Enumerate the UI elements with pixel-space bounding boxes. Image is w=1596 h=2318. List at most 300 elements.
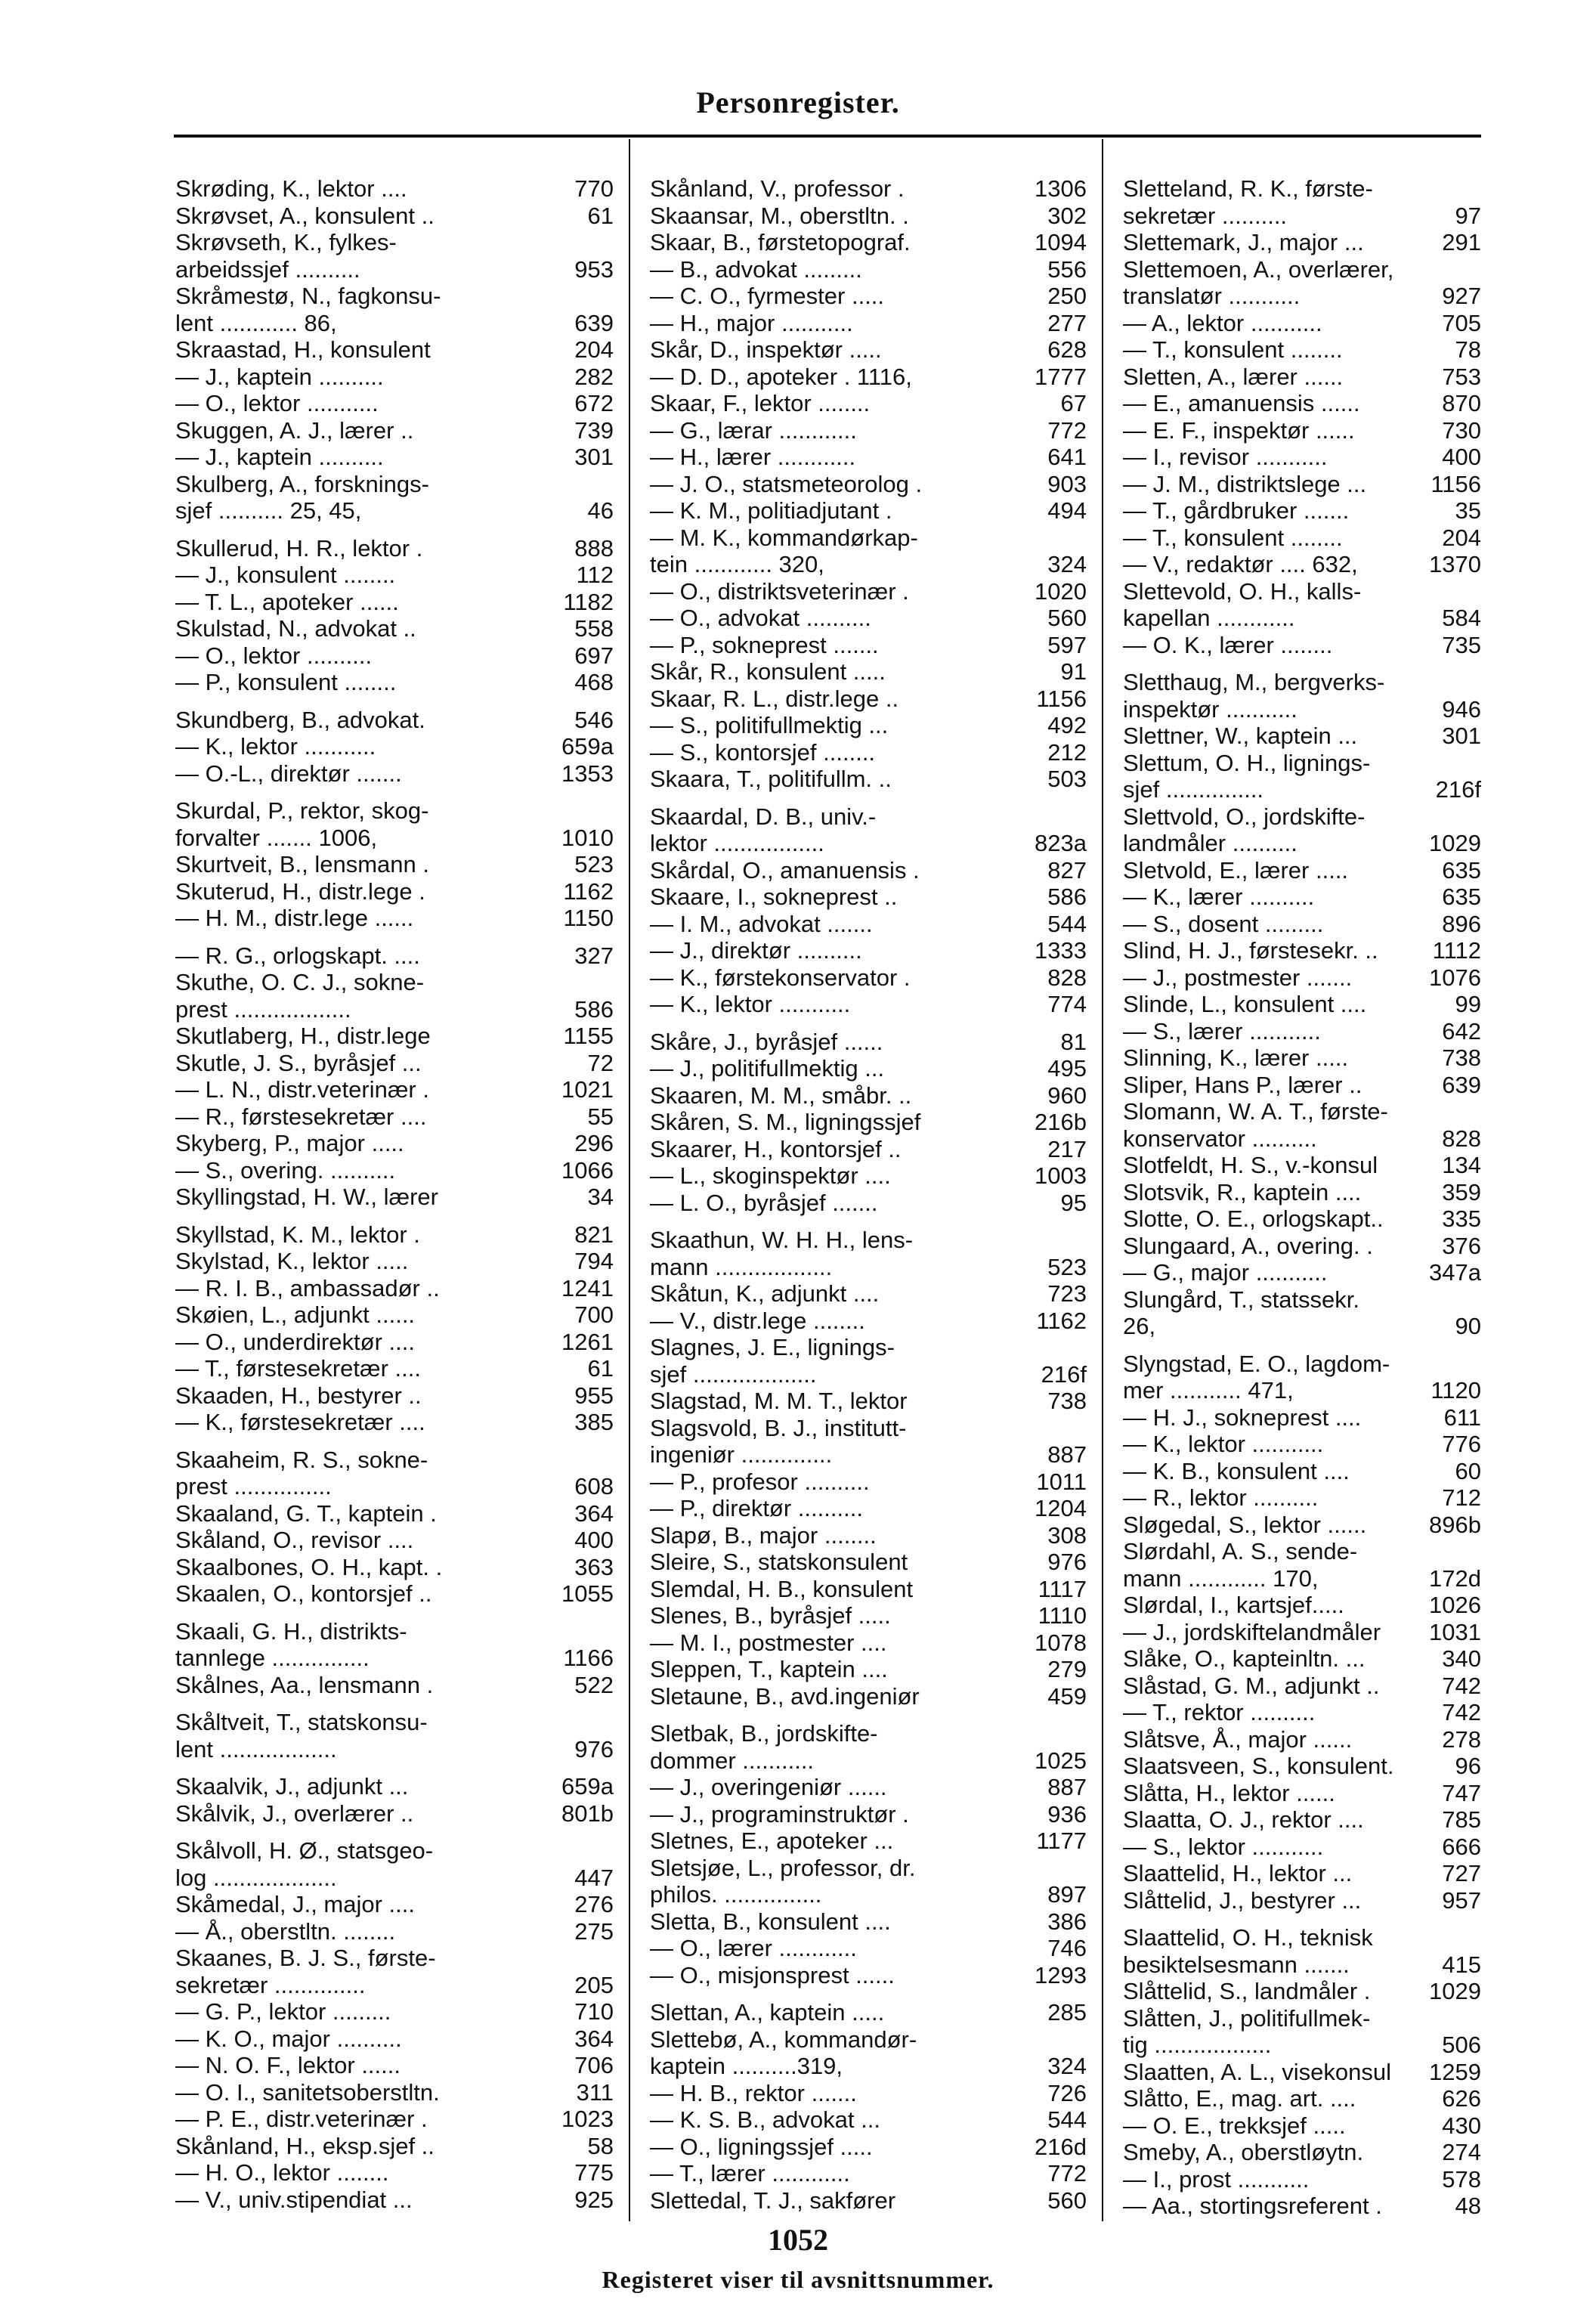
entry-name: — C. O., fyrmester .....	[650, 283, 885, 309]
register-entry	[650, 857, 1087, 884]
entry-name: — J., direktør ..........	[650, 937, 862, 964]
register-entry	[1123, 857, 1481, 884]
entry-name: Skår, R., konsulent .....	[650, 658, 886, 685]
entry-name: — I. M., advokat .......	[650, 910, 873, 937]
entry-reference-number: 1156	[1036, 685, 1087, 712]
entry-reference-number: 794	[574, 1248, 614, 1274]
entry-reference-number: 302	[1047, 202, 1087, 229]
entry-name: Skundberg, B., advokat.	[175, 706, 425, 733]
entry-name: — O. I., sanitetsoberstltn.	[175, 2078, 440, 2106]
register-entry	[650, 1549, 1087, 1576]
register-entry	[650, 1308, 1087, 1335]
entry-name: Skutle, J. S., byråsjef ...	[175, 1049, 422, 1076]
register-entry	[650, 2026, 1087, 2080]
entry-name: — P., sokneprest .......	[650, 631, 879, 658]
entry-reference-number: 363	[574, 1553, 614, 1580]
entry-name: — K., lektor ...........	[1123, 1431, 1324, 1457]
register-entry	[175, 1409, 614, 1436]
register-entry	[175, 1157, 614, 1184]
entry-reference-number: 753	[1442, 363, 1481, 390]
entry-reference-number: 1026	[1429, 1592, 1481, 1618]
entry-name: Slåtta, H., lektor ......	[1123, 1779, 1335, 1806]
entry-reference-number: 742	[1442, 1672, 1481, 1699]
entry-name: Skaaheim, R. S., sokne- prest ...............	[175, 1446, 428, 1499]
entry-name: Skylstad, K., lektor .....	[175, 1248, 409, 1274]
register-entry	[175, 1672, 614, 1699]
register-entry	[1123, 937, 1481, 964]
entry-reference-number: 522	[574, 1671, 614, 1698]
footer-note: Registeret viser til avsnittsnummer.	[602, 2266, 994, 2293]
register-entry	[650, 497, 1087, 525]
register-entry	[650, 803, 1087, 857]
entry-name: Slåtsve, Å., major ......	[1123, 1725, 1353, 1753]
entry-name: Sløgedal, S., lektor ......	[1123, 1511, 1367, 1538]
entry-name: Slørdal, I., kartsjef.....	[1123, 1592, 1344, 1618]
entry-name: Slinning, K., lærer .....	[1123, 1044, 1349, 1071]
entry-name: Slåttelid, S., landmåler .	[1123, 1978, 1371, 2004]
register-entry	[1123, 2166, 1481, 2193]
register-entry	[175, 905, 614, 932]
entry-reference-number: 775	[574, 2159, 614, 2186]
entry-reference-number: 46	[587, 497, 614, 524]
register-entry	[175, 175, 614, 203]
register-entry	[1123, 175, 1481, 229]
entry-reference-number: 95	[1060, 1189, 1087, 1216]
register-entry	[650, 1801, 1087, 1828]
entry-reference-number: 608	[574, 1473, 614, 1499]
entry-reference-number: 1031	[1429, 1618, 1481, 1645]
entry-reference-number: 35	[1455, 497, 1481, 524]
entry-name: Skåtun, K., adjunkt ....	[650, 1280, 880, 1307]
register-entry	[1123, 1018, 1481, 1045]
entry-name: Skråmestø, N., fagkonsu- lent ............ 86,	[175, 283, 441, 336]
register-entry	[1123, 1726, 1481, 1753]
entry-name: Slaatta, O. J., rektor ....	[1123, 1806, 1364, 1833]
entry-name: Skuggen, A. J., lærer ..	[175, 416, 414, 444]
entry-reference-number: 735	[1442, 631, 1481, 658]
entry-name: Slettum, O. H., lignings- sjef ...............	[1123, 749, 1371, 803]
register-entry	[650, 525, 1087, 578]
entry-name: — V., distr.lege ........	[650, 1307, 865, 1334]
entry-name: Skaaland, G. T., kaptein .	[175, 1499, 437, 1527]
register-entry	[1123, 2005, 1481, 2059]
entry-name: — O., lektor ..........	[175, 642, 373, 669]
entry-reference-number: 727	[1442, 1860, 1481, 1886]
register-entry	[650, 1190, 1087, 1217]
register-entry	[650, 1522, 1087, 1549]
register-entry	[650, 605, 1087, 632]
register-entry	[175, 229, 614, 283]
register-entry	[175, 1103, 614, 1131]
entry-name: Slungård, T., statssekr. 26,	[1123, 1286, 1360, 1339]
register-entry	[175, 1837, 614, 1891]
entry-reference-number: 639	[1442, 1071, 1481, 1098]
register-entry	[650, 1227, 1087, 1280]
entry-reference-number: 828	[1442, 1125, 1481, 1152]
entry-reference-number: 946	[1442, 695, 1481, 723]
entry-name: — O., distriktsveterinær .	[650, 577, 909, 605]
entry-name: Slyngstad, E. O., lagdom- mer ........... 471,	[1123, 1350, 1390, 1403]
register-entry	[650, 1136, 1087, 1163]
entry-name: Slaattelid, H., lektor ...	[1123, 1860, 1353, 1886]
entry-reference-number: 291	[1442, 229, 1481, 255]
entry-reference-number: 666	[1442, 1833, 1481, 1860]
register-entry	[1123, 390, 1481, 417]
entry-name: Skulberg, A., forsknings- sjef .......... 25, 45,	[175, 470, 429, 524]
entry-name: — P. E., distr.veterinær .	[175, 2106, 428, 2132]
entry-name: Slaattelid, O. H., teknisk besiktelsesmann .......	[1123, 1924, 1373, 1978]
entry-reference-number: 1021	[561, 1076, 614, 1103]
entry-reference-number: 112	[576, 562, 614, 588]
entry-name: Skaara, T., politifullm. ..	[650, 766, 892, 792]
entry-reference-number: 774	[1047, 991, 1087, 1017]
entry-reference-number: 523	[1047, 1253, 1087, 1280]
entry-name: Skåland, O., revisor ....	[175, 1527, 414, 1553]
register-entry	[650, 175, 1087, 203]
page-number: 1052	[768, 2223, 828, 2257]
entry-name: Skår, D., inspektør .....	[650, 336, 882, 363]
register-entry	[1123, 229, 1481, 256]
register-entry	[1123, 1924, 1481, 1978]
register-entry	[650, 1656, 1087, 1683]
entry-reference-number: 99	[1455, 991, 1481, 1017]
register-entry	[175, 733, 614, 760]
entry-reference-number: 960	[1047, 1082, 1087, 1109]
register-entry	[650, 632, 1087, 659]
entry-name: Skaar, F., lektor ........	[650, 390, 871, 416]
entry-name: — P., direktør ..........	[650, 1495, 863, 1521]
entry-reference-number: 772	[1047, 416, 1087, 444]
register-entry	[650, 1855, 1087, 1908]
entry-reference-number: 544	[1047, 910, 1087, 937]
register-entry	[175, 642, 614, 670]
entry-name: Sliper, Hans P., lærer ..	[1123, 1071, 1362, 1098]
entry-reference-number: 301	[574, 444, 614, 470]
entry-reference-number: 785	[1442, 1806, 1481, 1833]
register-entry	[650, 203, 1087, 230]
register-entry	[650, 417, 1087, 444]
register-entry	[175, 283, 614, 336]
register-entry	[1123, 2193, 1481, 2220]
entry-name: — K. M., politiadjutant .	[650, 497, 892, 524]
entry-reference-number: 296	[574, 1130, 614, 1156]
entry-reference-number: 770	[574, 175, 614, 202]
entry-reference-number: 204	[574, 336, 614, 363]
register-entry	[650, 229, 1087, 256]
entry-reference-number: 1370	[1429, 551, 1481, 577]
entry-name: Skaathun, W. H. H., lens- mann ..................	[650, 1227, 914, 1280]
entry-reference-number: 823a	[1035, 830, 1087, 856]
entry-name: — E. F., inspektør ......	[1123, 416, 1355, 444]
register-entry	[175, 1998, 614, 2026]
entry-reference-number: 1777	[1035, 363, 1087, 390]
entry-reference-number: 282	[574, 363, 614, 390]
register-entry	[175, 2186, 614, 2214]
register-entry	[175, 969, 614, 1023]
entry-reference-number: 359	[1442, 1178, 1481, 1205]
entry-name: — J., kaptein ..........	[175, 444, 384, 470]
entry-reference-number: 738	[1047, 1388, 1087, 1414]
entry-name: — J., overingeniør ......	[650, 1774, 887, 1800]
entry-reference-number: 386	[1047, 1908, 1087, 1935]
entry-reference-number: 903	[1047, 470, 1087, 497]
entry-name: Sleire, S., statskonsulent	[650, 1549, 908, 1575]
entry-name: Skrøvseth, K., fylkes- arbeidssjef ..........	[175, 229, 397, 283]
entry-reference-number: 957	[1442, 1886, 1481, 1914]
register-entry	[1123, 1592, 1481, 1619]
entry-reference-number: 400	[574, 1527, 614, 1553]
entry-reference-number: 726	[1047, 2079, 1087, 2106]
entry-reference-number: 364	[574, 1499, 614, 1527]
entry-reference-number: 274	[1442, 2139, 1481, 2165]
entry-reference-number: 1306	[1035, 175, 1087, 202]
register-entry	[1123, 1404, 1481, 1431]
register-entry	[175, 878, 614, 905]
register-entry	[175, 2079, 614, 2106]
register-entry	[1123, 1699, 1481, 1726]
register-entry	[650, 712, 1087, 739]
register-entry	[650, 1602, 1087, 1629]
register-entry	[1123, 1205, 1481, 1233]
register-entry	[1123, 2139, 1481, 2166]
register-entry	[175, 1773, 614, 1800]
register-entry	[1123, 444, 1481, 471]
register-entry	[1123, 1673, 1481, 1700]
entry-reference-number: 976	[1047, 1549, 1087, 1575]
entry-name: — R. I. B., ambassadør ..	[175, 1274, 440, 1301]
entry-name: — J., programinstruktør .	[650, 1800, 909, 1827]
entry-reference-number: 1010	[561, 824, 614, 851]
entry-reference-number: 747	[1442, 1779, 1481, 1806]
entry-reference-number: 697	[574, 642, 614, 669]
register-entry	[1123, 803, 1481, 857]
entry-name: Skutlaberg, H., distr.lege	[175, 1023, 431, 1049]
entry-reference-number: 1020	[1035, 577, 1087, 605]
register-entry	[1123, 417, 1481, 444]
entry-reference-number: 134	[1442, 1152, 1481, 1178]
entry-reference-number: 495	[1047, 1055, 1087, 1082]
register-entry	[175, 562, 614, 589]
register-entry	[650, 1029, 1087, 1056]
register-entry	[1123, 1044, 1481, 1072]
entry-name: — L., skoginspektør ....	[650, 1162, 891, 1189]
register-entry	[175, 1130, 614, 1157]
entry-reference-number: 1023	[561, 2106, 614, 2132]
register-entry	[175, 1275, 614, 1302]
entry-name: — O., lærer ............	[650, 1935, 857, 1961]
entry-name: — K., lærer ..........	[1123, 884, 1315, 910]
entry-name: Slettemark, J., major ...	[1123, 229, 1364, 255]
entry-name: — H. M., distr.lege ......	[175, 905, 414, 931]
entry-reference-number: 217	[1047, 1135, 1087, 1162]
entry-reference-number: 61	[587, 202, 614, 229]
entry-name: — J., postmester .......	[1123, 964, 1353, 991]
entry-reference-number: 635	[1442, 884, 1481, 910]
entry-reference-number: 739	[574, 416, 614, 444]
register-entry	[175, 707, 614, 734]
register-entry	[175, 1500, 614, 1527]
register-entry	[650, 1468, 1087, 1496]
register-entry	[650, 2080, 1087, 2107]
entry-reference-number: 641	[1047, 444, 1087, 470]
entry-name: Skåren, S. M., ligningssjef	[650, 1109, 921, 1135]
entry-name: — O., misjonsprest ......	[650, 1961, 895, 1988]
entry-reference-number: 60	[1455, 1457, 1481, 1484]
entry-reference-number: 1078	[1035, 1629, 1087, 1656]
entry-name: Skøien, L., adjunkt ......	[175, 1301, 416, 1328]
entry-reference-number: 927	[1442, 283, 1481, 309]
entry-name: Skrøding, K., lektor ....	[175, 175, 407, 202]
entry-reference-number: 730	[1442, 416, 1481, 444]
register-entry	[175, 615, 614, 642]
entry-name: — B., advokat .........	[650, 255, 862, 283]
entry-name: Skuterud, H., distr.lege .	[175, 877, 425, 905]
entry-name: — R., førstesekretær ....	[175, 1103, 427, 1130]
entry-name: Slagsvold, B. J., institutt- ingeniør ..............	[650, 1414, 907, 1468]
entry-reference-number: 205	[574, 1971, 614, 1998]
register-entry	[175, 1618, 614, 1672]
entry-reference-number: 1353	[561, 760, 614, 787]
entry-name: Skålnes, Aa., lensmann .	[175, 1671, 434, 1698]
entry-name: Skaalvik, J., adjunkt ...	[175, 1773, 409, 1800]
entry-reference-number: 447	[574, 1864, 614, 1891]
entry-reference-number: 888	[574, 534, 614, 562]
register-entry	[650, 1495, 1087, 1522]
entry-reference-number: 1155	[563, 1023, 614, 1049]
entry-name: — M. K., kommandørkap- tein ............ 320,	[650, 524, 918, 577]
entry-name: — T., førstesekretær ....	[175, 1355, 421, 1382]
entry-name: Skraastad, H., konsulent	[175, 336, 431, 363]
entry-reference-number: 492	[1047, 712, 1087, 738]
entry-name: Slåke, O., kapteinltn. ...	[1123, 1645, 1366, 1672]
entry-reference-number: 1333	[1035, 937, 1087, 964]
register-entry	[175, 1329, 614, 1356]
register-entry	[1123, 1179, 1481, 1206]
entry-reference-number: 887	[1047, 1441, 1087, 1468]
entry-reference-number: 311	[576, 2078, 614, 2106]
entry-reference-number: 659a	[561, 733, 614, 760]
entry-reference-number: 772	[1047, 2160, 1087, 2186]
entry-name: Skaarer, H., kontorsjef ..	[650, 1135, 902, 1162]
entry-name: — S., politifullmektig ...	[650, 712, 889, 738]
entry-reference-number: 376	[1442, 1232, 1481, 1259]
entry-name: Skrøvset, A., konsulent ..	[175, 202, 435, 229]
entry-name: — O., advokat ..........	[650, 605, 871, 631]
entry-name: Slapø, B., major ........	[650, 1521, 877, 1549]
register-entry	[175, 203, 614, 230]
entry-name: — O., underdirektør ....	[175, 1328, 415, 1355]
entry-name: — R., lektor ..........	[1123, 1484, 1319, 1511]
register-entry	[650, 658, 1087, 685]
register-entry	[1123, 1978, 1481, 2005]
entry-reference-number: 546	[574, 706, 614, 733]
register-entry	[1123, 2059, 1481, 2086]
entry-reference-number: 1182	[563, 588, 614, 615]
entry-reference-number: 216b	[1035, 1109, 1087, 1135]
register-entry	[1123, 1098, 1481, 1152]
register-column-2	[650, 175, 1087, 2214]
register-entry	[175, 1447, 614, 1500]
register-entry	[175, 471, 614, 525]
entry-reference-number: 1117	[1038, 1575, 1087, 1602]
register-entry	[1123, 2112, 1481, 2140]
register-column-1	[175, 175, 614, 2213]
entry-name: Slettebø, A., kommandør- kaptein ..........319,	[650, 2026, 917, 2079]
register-column-3	[1123, 175, 1481, 2220]
entry-reference-number: 72	[587, 1049, 614, 1076]
entry-reference-number: 285	[1047, 1999, 1087, 2026]
entry-name: — E., amanuensis ......	[1123, 390, 1360, 416]
register-entry	[650, 256, 1087, 283]
entry-reference-number: 1112	[1432, 937, 1481, 964]
register-entry	[650, 310, 1087, 337]
register-entry	[650, 1999, 1087, 2026]
entry-reference-number: 706	[574, 2052, 614, 2078]
entry-name: Skyberg, P., major .....	[175, 1130, 404, 1156]
entry-reference-number: 1003	[1035, 1162, 1087, 1189]
entry-name: Skaansar, M., oberstltn. .	[650, 202, 909, 229]
register-entry	[650, 911, 1087, 938]
entry-reference-number: 597	[1047, 631, 1087, 658]
register-entry	[175, 1709, 614, 1762]
entry-reference-number: 1177	[1036, 1827, 1087, 1854]
entry-name: — O., ligningssjef .....	[650, 2133, 873, 2160]
register-entry	[650, 1415, 1087, 1468]
entry-reference-number: 1025	[1035, 1747, 1087, 1774]
entry-reference-number: 628	[1047, 336, 1087, 363]
register-entry	[650, 1082, 1087, 1109]
register-entry	[1123, 1860, 1481, 1887]
entry-name: — H., major ...........	[650, 309, 853, 336]
register-entry	[650, 1334, 1087, 1388]
entry-reference-number: 503	[1047, 766, 1087, 792]
entry-name: — A., lektor ...........	[1123, 309, 1322, 336]
entry-name: — J., konsulent ........	[175, 562, 396, 588]
entry-reference-number: 212	[1047, 738, 1087, 766]
entry-reference-number: 216f	[1041, 1360, 1087, 1388]
entry-name: Slettner, W., kaptein ...	[1123, 723, 1358, 749]
entry-reference-number: 67	[1060, 390, 1087, 416]
entry-name: Skånland, V., professor .	[650, 175, 905, 202]
entry-reference-number: 1162	[1036, 1307, 1087, 1334]
entry-name: Sletthaug, M., bergverks- inspektør ...........	[1123, 669, 1385, 723]
entry-reference-number: 279	[1047, 1656, 1087, 1682]
entry-reference-number: 34	[587, 1184, 614, 1210]
entry-reference-number: 953	[574, 255, 614, 283]
entry-reference-number: 936	[1047, 1800, 1087, 1827]
register-entry	[175, 797, 614, 851]
entry-reference-number: 586	[574, 995, 614, 1023]
register-entry	[650, 1109, 1087, 1136]
entry-name: — J., kaptein ..........	[175, 363, 384, 390]
register-entry	[175, 2052, 614, 2079]
register-entry	[650, 364, 1087, 391]
register-entry	[1123, 964, 1481, 992]
entry-reference-number: 870	[1442, 390, 1481, 416]
entry-reference-number: 324	[1047, 551, 1087, 577]
entry-name: Skaalen, O., kontorsjef ..	[175, 1580, 432, 1607]
entry-reference-number: 430	[1442, 2112, 1481, 2139]
entry-name: — S., dosent .........	[1123, 910, 1324, 937]
entry-reference-number: 742	[1442, 1699, 1481, 1725]
entry-reference-number: 556	[1047, 255, 1087, 283]
entry-name: Slåttelid, J., bestyrer ...	[1123, 1886, 1362, 1914]
entry-reference-number: 347a	[1429, 1259, 1481, 1286]
entry-name: Slotte, O. E., orlogskapt..	[1123, 1205, 1384, 1232]
entry-name: — T. L., apoteker ......	[175, 588, 399, 615]
entry-reference-number: 639	[574, 309, 614, 336]
entry-reference-number: 324	[1047, 2053, 1087, 2079]
